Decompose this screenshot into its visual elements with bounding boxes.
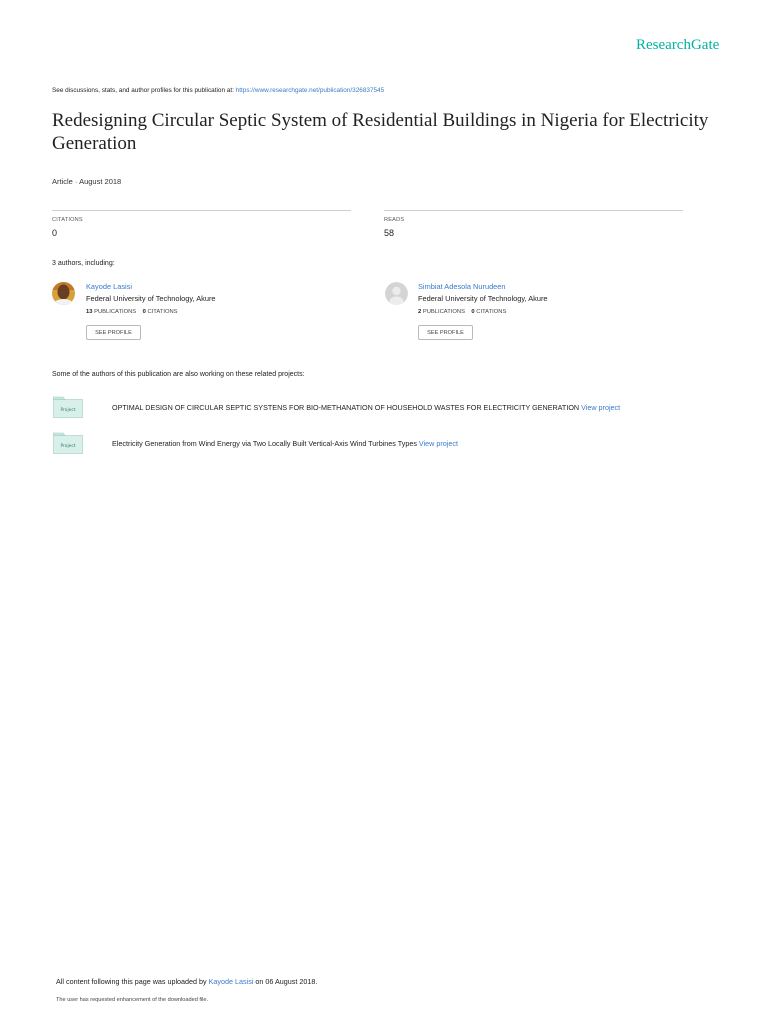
default-avatar-icon[interactable] [385, 282, 408, 305]
project-badge-label: Project [60, 444, 76, 449]
publication-title: Redesigning Circular Septic System of Residential Buildings in Nigeria for Electricity Generation [52, 110, 709, 154]
uploader-link[interactable]: Kayode Lasisi [208, 977, 254, 986]
reads-divider [384, 210, 683, 211]
author-publications-count: 2 [418, 309, 422, 315]
researchgate-logo[interactable]: ResearchGate [636, 37, 720, 53]
see-profile-button[interactable]: SEE PROFILE [86, 325, 141, 340]
author-publications-label: PUBLICATIONS [94, 309, 137, 315]
author-stats [86, 309, 178, 315]
project-folder-icon [53, 396, 83, 418]
project-item [112, 403, 620, 412]
discussion-line [52, 87, 384, 94]
author-stats [418, 309, 506, 315]
project-folder-icon [53, 432, 83, 454]
citations-divider [52, 210, 351, 211]
view-project-link[interactable]: View project [581, 403, 621, 412]
author-affiliation: Federal University of Technology, Akure [86, 294, 216, 303]
author-affiliation: Federal University of Technology, Akure [418, 294, 548, 303]
project-item [112, 439, 458, 448]
reads-label: READS [384, 217, 405, 223]
see-profile-button[interactable]: SEE PROFILE [418, 325, 473, 340]
author-citations-label: CITATIONS [147, 309, 178, 315]
author-publications-label: PUBLICATIONS [422, 309, 465, 315]
project-title: Electricity Generation from Wind Energy via Two Locally Built Vertical-Axis Wind Turbines Types [112, 439, 417, 448]
reads-value: 58 [384, 228, 395, 238]
author-citations-count: 0 [142, 309, 146, 315]
view-project-link[interactable]: View project [418, 439, 458, 448]
publication-meta: Article · August 2018 [52, 177, 122, 186]
citations-value: 0 [52, 228, 58, 238]
discussion-prefix: See discussions, stats, and author profiles for this publication at: [52, 87, 236, 94]
upload-suffix: on 06 August 2018. [253, 977, 318, 986]
upload-prefix: All content following this page was uploaded by [56, 977, 209, 986]
author-avatar-photo[interactable] [52, 282, 75, 305]
author-citations-count: 0 [471, 309, 475, 315]
author-publications-count: 13 [86, 309, 93, 315]
authors-heading: 3 authors, including: [52, 260, 115, 267]
enhancement-note: The user has requested enhancement of the downloaded file. [56, 997, 209, 1003]
project-title: OPTIMAL DESIGN OF CIRCULAR SEPTIC SYSTENS FOR BIO-METHANATION OF HOUSEHOLD WASTES FOR ELECTRICITY GENERATION [112, 403, 580, 412]
author-name-link[interactable]: Simbiat Adesola Nurudeen [418, 282, 506, 291]
upload-note [56, 977, 317, 986]
publication-url-link[interactable]: https://www.researchgate.net/publication/326837545 [235, 87, 385, 94]
author-name-link[interactable]: Kayode Lasisi [86, 282, 133, 291]
author-citations-label: CITATIONS [476, 309, 507, 315]
citations-label: CITATIONS [52, 217, 83, 223]
project-badge-label: Project [60, 408, 76, 413]
related-projects-heading: Some of the authors of this publication are also working on these related projects: [52, 371, 305, 378]
